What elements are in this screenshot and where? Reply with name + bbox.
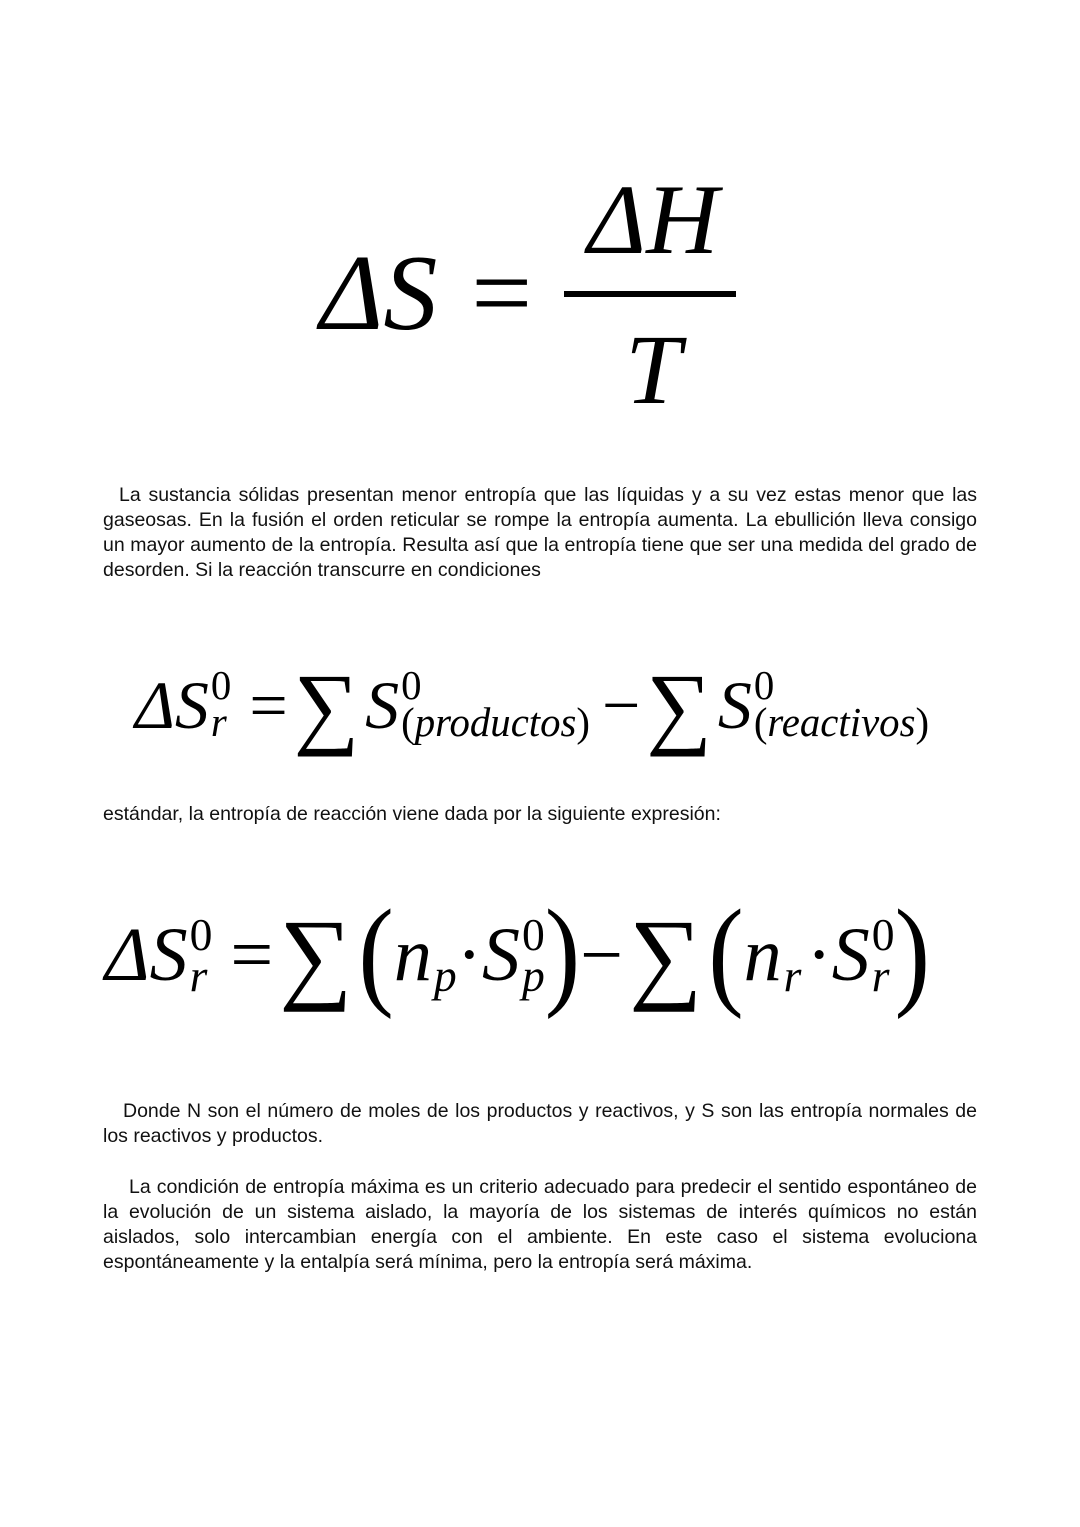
eq2-equals: = <box>249 667 288 743</box>
eq2-term2-sub-wrap: (reactivos) <box>753 700 930 745</box>
eq3-dot-1: · <box>456 913 482 997</box>
eq2-term1-scripts <box>401 663 591 745</box>
eq3-n-p-sub: p <box>433 950 457 1001</box>
eq3-open-paren-2: ( <box>708 884 744 1021</box>
eq2-term1-sub-wrap: (productos) <box>401 700 591 745</box>
eq3-n-p: n <box>393 913 432 997</box>
eq2-sum-1: ∑ <box>293 655 360 758</box>
eq3-n-r-scripts <box>783 914 807 1001</box>
eq3-lhs-symbol: ΔS <box>105 913 188 997</box>
eq3-equals: = <box>230 913 274 997</box>
eq2-sum-2: ∑ <box>646 655 712 758</box>
equation-reaction-entropy-moles <box>105 884 975 1021</box>
paragraph-moles-definition <box>103 1099 977 1149</box>
eq2-term2-symbol: S <box>717 667 752 743</box>
eq2-term1-symbol: S <box>365 667 400 743</box>
paragraph-max-entropy <box>103 1175 977 1275</box>
equation-denominator: T <box>625 314 681 425</box>
eq2-lhs-scripts <box>210 663 232 745</box>
equation-entropy-basic <box>320 164 760 425</box>
eq3-S-p: S <box>481 913 520 997</box>
eq2-term2-scripts <box>753 663 930 745</box>
eq3-sum-1: ∑ <box>279 899 353 1013</box>
fraction-bar <box>564 291 736 297</box>
eq3-n-r-sub: r <box>783 950 802 1001</box>
eq3-close-paren-1: ) <box>544 884 581 1021</box>
paragraph-entropy-states: La sustancia sólidas presentan menor entropía que las líquidas y a su vez estas menor que las gaseosas. En la fusión el orden reticular se rompe la entropía aumenta. La ebullición lleva consigo un mayor aumento de la entropía. Resulta así que la entropía tiene que ser una medida del grado de desorden. Si la reacción transcurre en condiciones <box>103 484 977 581</box>
equation-reaction-entropy <box>135 650 955 760</box>
eq3-S-r-scripts <box>871 908 895 1001</box>
equation-numerator: ΔH <box>587 164 719 275</box>
eq3-S-r: S <box>831 913 870 997</box>
eq3-close-paren-2: ) <box>894 884 930 1021</box>
paragraph-standard-conditions: estándar, la entropía de reacción viene dada por la siguiente expresión: <box>103 803 721 825</box>
eq3-minus: − <box>580 913 624 997</box>
paragraph-max-entropy-text: La condición de entropía máxima es un criterio adecuado para predecir el sentido espontáneo de la evolución de un sistema aislado, la mayoría de los sistemas de interés químicos no están aislados, solo intercambian energía con el ambiente. En este caso el sistema evoluciona espontáneamente y la entalpía será mínima, pero la entropía será máxima. <box>103 1176 977 1273</box>
paragraph-moles-text: Donde N son el número de moles de los productos y reactivos, y S son las entropía normales de los reactivos y productos. <box>103 1100 977 1147</box>
eq3-open-paren-1: ( <box>358 884 394 1021</box>
eq3-dot-2: · <box>806 913 832 997</box>
eq3-lhs-sup: 0 <box>189 908 213 960</box>
eq2-lhs-sup: 0 <box>210 663 232 709</box>
eq3-S-r-sub: r <box>871 950 890 1001</box>
eq3-lhs-sub: r <box>189 950 208 1001</box>
equation-lhs-text: ΔS = <box>320 234 538 353</box>
eq3-n-r: n <box>743 913 782 997</box>
eq3-n-p-scripts <box>433 914 457 1001</box>
equation-lhs <box>320 234 538 353</box>
eq3-sum-2: ∑ <box>629 899 703 1013</box>
eq2-minus: − <box>602 667 641 743</box>
eq3-S-r-sup: 0 <box>871 908 895 960</box>
eq3-S-p-sub: p <box>521 950 545 1001</box>
eq2-lhs-sub: r <box>210 700 227 745</box>
eq3-lhs-scripts <box>189 908 213 1001</box>
eq2-term2-sup: 0 <box>753 663 775 709</box>
eq2-term1-sup: 0 <box>401 663 422 709</box>
eq2-term1-sub: productos <box>414 700 577 745</box>
eq3-S-p-sup: 0 <box>521 908 545 960</box>
eq3-S-p-scripts <box>521 908 545 1001</box>
eq2-lhs-symbol: ΔS <box>135 667 209 743</box>
eq2-term2-sub: reactivos <box>767 700 916 745</box>
